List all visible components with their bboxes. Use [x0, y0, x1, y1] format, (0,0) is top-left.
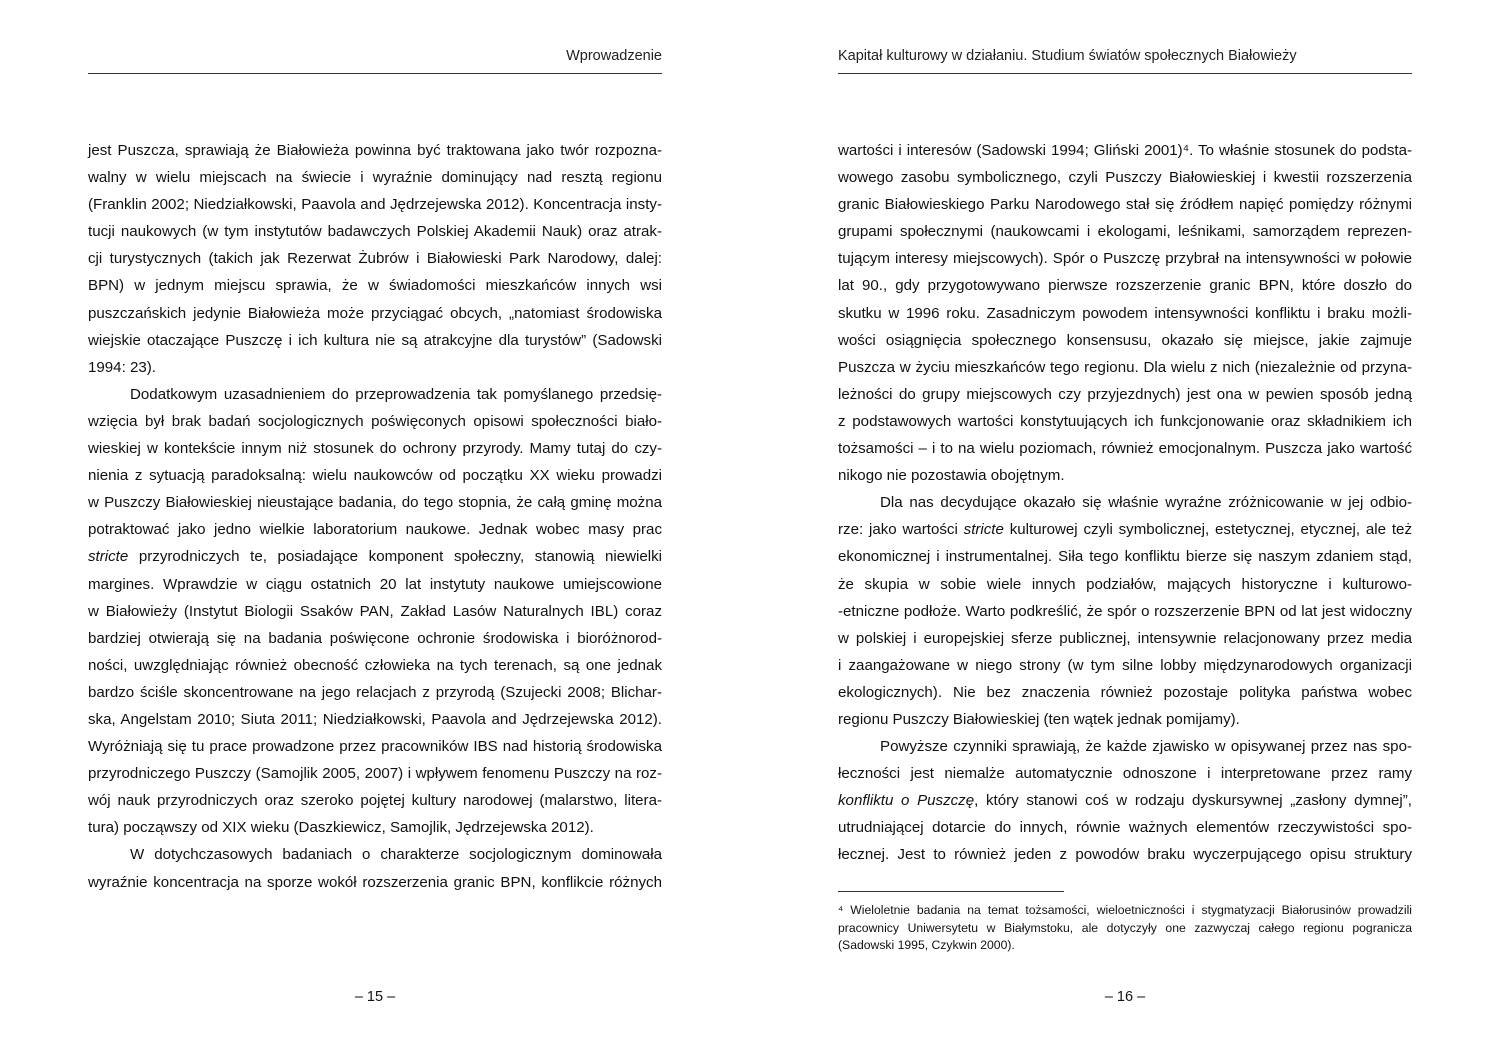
text-line: z podstawowych wartości konstytuujących ich funkcjonowanie oraz składnikiem ich — [838, 412, 1412, 430]
text-line: 1994: 23). — [88, 358, 156, 376]
text-line: BPN) w jednym miejscu sprawia, że w świadomości mieszkańców innych wsi — [88, 277, 662, 295]
text-line: łecznej. Jest to również jeden z powodów braku wyczerpującego opisu struktury — [838, 846, 1412, 864]
text-line: puszczańskich jedynie Białowieża może przyciągać obcych, „natomiast środowiska — [88, 304, 662, 322]
text-line: nienia z sytuacją paradoksalną: wielu naukowców od początku XX wieku prowadzi — [88, 467, 662, 485]
text-line: i zaangażowane w niego strony (w tym silne lobby międzynarodowych organizacji — [838, 656, 1412, 674]
text-line: wój nauk przyrodniczych oraz szeroko pojętej kultury narodowej (malarstwo, litera- — [88, 792, 662, 810]
text-line: tującym interesy miejscowych). Spór o Puszczę przybrał na intensywności w połowie — [838, 250, 1412, 268]
text-line: margines. Wprawdzie w ciągu ostatnich 20 lat instytuty naukowe umiejscowione — [88, 575, 662, 593]
text-line: bardzo ściśle skoncentrowane na jego relacjach z przyrodą (Szujecki 2008; Blichar- — [88, 683, 662, 701]
text-line: tura) począwszy od XIX wieku (Daszkiewicz, Samojlik, Jędrzejewska 2012). — [88, 819, 594, 837]
body-text — [838, 137, 1412, 869]
header-rule — [88, 73, 662, 74]
text-line: leżności do grupy miejscowych czy przyjezdnych) jest ona w pewien sposób jedną — [838, 385, 1412, 403]
text-line: wieskiej w kontekście innym niż stosunek do ochrony przyrody. Mamy tutaj do czy- — [88, 440, 662, 458]
text-line: potraktować jako jedno wielkie laboratorium naukowe. Jednak wobec masy prac — [88, 521, 662, 539]
text-line: cji turystycznych (takich jak Rezerwat Żubrów i Białowieski Park Narodowy, dalej: — [88, 250, 662, 268]
text-line: ska, Angelstam 2010; Siuta 2011; Niedziałkowski, Paavola and Jędrzejewska 2012). — [88, 710, 662, 728]
text-line: (Franklin 2002; Niedziałkowski, Paavola and Jędrzejewska 2012). Koncentracja insty- — [88, 196, 662, 214]
text-line: wzięcia był brak badań socjologicznych poświęconych opisowi społeczności biało- — [88, 412, 662, 430]
body-text — [88, 137, 662, 896]
text-line: w Puszczy Białowieskiej nieustające badania, do tego stopnia, że całą gminę można — [88, 494, 662, 512]
text-line: wiejskie otaczające Puszczę i ich kultura nie są atrakcyjne dla turystów” (Sadowski — [88, 331, 662, 349]
text-line: Powyższe czynniki sprawiają, że każde zjawisko w opisywanej przez nas spo- — [880, 738, 1412, 756]
running-head: Wprowadzenie — [566, 48, 662, 64]
text-line: wowego zasobu symbolicznego, czyli Puszczy Białowieskiej i kwestii rozszerzenia — [838, 169, 1412, 187]
text-line: w polskiej i europejskiej sferze publicznej, intensywnie relacjonowany przez media — [838, 629, 1412, 647]
footnote-line: pracownicy Uniwersytetu w Białymstoku, ale dotyczyły one zazwyczaj całego regionu pogranicza — [838, 920, 1412, 935]
footnote-line: ⁴ Wieloletnie badania na temat tożsamości, wieloetniczności i stygmatyzacji Białorusinów prowadzili — [838, 903, 1412, 917]
text-line: ności, uwzględniając również obecność człowieka na tych terenach, są one jednak — [88, 656, 662, 674]
text-line: wyraźnie koncentracja na sporze wokół rozszerzenia granic BPN, konflikcie różnych — [88, 873, 662, 891]
right-page — [838, 0, 1412, 1058]
left-page — [88, 0, 662, 1058]
text-line: Dla nas decydujące okazało się właśnie wyraźne zróżnicowanie w jej odbio- — [880, 494, 1412, 512]
text-line: stricte przyrodniczych te, posiadające komponent społeczny, stanowią niewielki — [88, 548, 662, 566]
text-line: rze: jako wartości stricte kulturowej czyli symbolicznej, estetycznej, etycznej, ale też — [838, 521, 1412, 539]
text-line: nikogo nie pozostawia obojętnym. — [838, 467, 1065, 485]
text-line: ekonomicznej i instrumentalnej. Siła tego konfliktu bierze się naszym zdaniem stąd, — [838, 548, 1412, 566]
text-line: konfliktu o Puszczę, który stanowi coś w rodzaju dyskursywnej „zasłony dymnej”, — [838, 792, 1412, 810]
text-line: tucji naukowych (w tym instytutów badawczych Polskiej Akademii Nauk) oraz atrak- — [88, 223, 662, 241]
footnote-line: (Sadowski 1995, Czykwin 2000). — [838, 938, 1015, 952]
text-line: jest Puszcza, sprawiają że Białowieża powinna być traktowana jako twór rozpozna- — [88, 142, 662, 159]
footnote — [838, 902, 1412, 955]
text-line: że skupia w sobie wiele innych podziałów, mających historyczne i kulturowo- — [838, 575, 1412, 593]
header-rule — [838, 73, 1412, 74]
text-line: skutku w 1996 roku. Zasadniczym powodem intensywności konfliktu i braku możli- — [838, 304, 1412, 322]
text-line: Puszcza w życiu mieszkańców tego regionu. Dla wielu z nich (niezależnie od przyna- — [838, 358, 1412, 376]
running-head: Kapitał kulturowy w działaniu. Studium światów społecznych Białowieży — [838, 48, 1297, 64]
text-line: tożsamości – i to na wielu poziomach, również emocjonalnym. Puszcza jako wartość — [838, 440, 1412, 458]
text-line: regionu Puszczy Białowieskiej (ten wątek jednak pomijamy). — [838, 710, 1240, 728]
page-number: – 16 – — [1104, 989, 1146, 1005]
text-line: Dodatkowym uzasadnieniem do przeprowadzenia tak pomyślanego przedsię- — [130, 385, 662, 403]
text-line: granic Białowieskiego Parku Narodowego stał się źródłem napięć pomiędzy różnymi — [838, 196, 1412, 214]
text-line: walny w wielu miejscach na świecie i wyraźnie dominujący nad resztą regionu — [88, 169, 662, 187]
text-line: ekologicznych). Nie bez znaczenia również pozostaje polityka państwa wobec — [838, 683, 1412, 701]
text-line: bardziej otwierają się na badania poświęcone ochronie środowiska i bioróżnorod- — [88, 629, 662, 647]
text-line: wartości i interesów (Sadowski 1994; Gliński 2001)⁴. To właśnie stosunek do podsta- — [838, 142, 1412, 159]
text-line: w Białowieży (Instytut Biologii Ssaków PAN, Zakład Lasów Naturalnych IBL) coraz — [88, 602, 662, 620]
text-line: wości osiągnięcia społecznego konsensusu, okazało się miejsce, jakie zajmuje — [838, 331, 1412, 349]
text-line: utrudniającej dotarcie do innych, równie ważnych elementów rzeczywistości spo- — [838, 819, 1412, 837]
text-line: przyrodniczego Puszczy (Samojlik 2005, 2007) i wpływem fenomenu Puszczy na roz- — [88, 765, 662, 783]
text-line: łeczności jest niemalże automatycznie odnoszone i interpretowane przez ramy — [838, 765, 1412, 783]
text-line: grupami społecznymi (naukowcami i ekologami, leśnikami, samorządem reprezen- — [838, 223, 1412, 241]
text-line: -etniczne podłoże. Warto podkreślić, że spór o rozszerzenie BPN od lat jest widoczny — [838, 602, 1412, 620]
text-line: lat 90., gdy przygotowywano pierwsze rozszerzenie granic BPN, które doszło do — [838, 277, 1412, 295]
text-line: W dotychczasowych badaniach o charakterze socjologicznym dominowała — [130, 846, 662, 864]
page-number: – 15 – — [354, 989, 396, 1005]
footnote-rule — [838, 891, 1064, 892]
text-line: Wyróżniają się tu prace prowadzone przez pracowników IBS nad historią środowiska — [88, 738, 662, 756]
